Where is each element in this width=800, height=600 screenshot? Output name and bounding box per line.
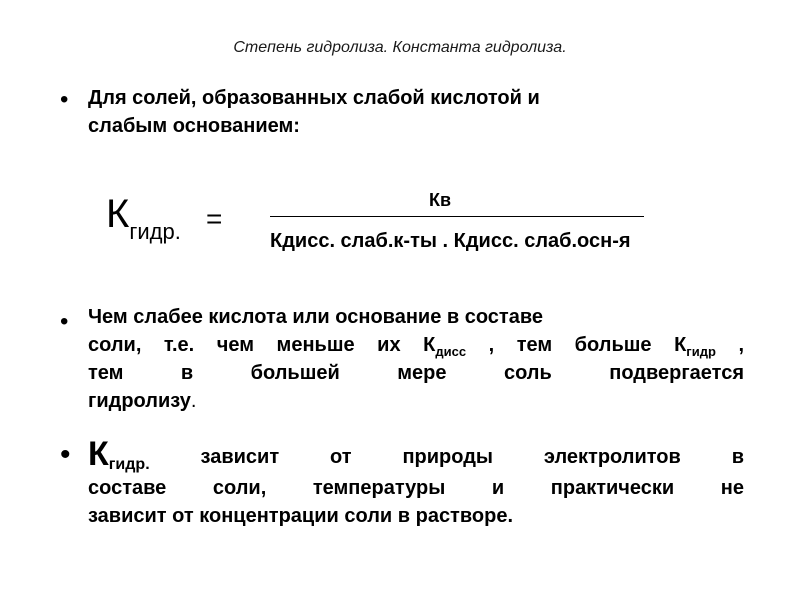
bullet-dot: • (60, 438, 71, 471)
subscript-diss: дисс (435, 344, 467, 359)
bullet-3-line-1 (88, 435, 744, 474)
bullet-3-line-1-rest: зависит от природы электролитов в (149, 446, 744, 468)
bullet-2-text-b: , тем больше К (466, 334, 687, 356)
bullet-3-text (88, 435, 744, 530)
bullet-2-text-a: соли, т.е. чем меньше их К (88, 334, 436, 356)
bullet-1-line-1: Для солей, образованных слабой кислотой и (88, 87, 540, 109)
bullet-2-line-4-word: гидролизу (88, 390, 191, 412)
bullet-3-line-3: зависит от концентрации соли в растворе. (88, 505, 513, 527)
bullet-2-line-2 (88, 331, 744, 359)
slide-title: Степень гидролиза. Константа гидролиза. (233, 39, 567, 56)
formula-k: К (106, 192, 130, 236)
formula-numerator: Кв (428, 190, 452, 210)
bullet-2-text-c: , (715, 334, 744, 356)
k-symbol: К (88, 435, 109, 473)
bullet-2-period: . (190, 390, 197, 412)
bullet-2-line-1: Чем слабее кислота или основание в составе (88, 306, 543, 328)
bullet-dot: • (60, 86, 69, 113)
bullet-2-line-4 (88, 387, 744, 415)
bullet-2-text (88, 303, 744, 415)
bullet-3-line-2: составе соли, температуры и практически не (88, 477, 744, 499)
bullet-1-text (88, 84, 744, 140)
fraction-bar (270, 216, 644, 217)
formula-lhs (106, 194, 181, 243)
subscript-hydr: гидр (686, 344, 716, 359)
formula-k-subscript: гидр. (129, 219, 181, 244)
bullet-1-line-2: слабым основанием: (88, 115, 300, 137)
bullet-dot: • (60, 308, 69, 335)
formula-equals: = (206, 203, 223, 234)
k-subscript-hydr: гидр. (108, 456, 150, 473)
formula-denominator: Кдисс. слаб.к-ты . Кдисс. слаб.осн-я (270, 230, 631, 252)
bullet-2-line-3: тем в большей мере соль подвергается (88, 362, 744, 384)
